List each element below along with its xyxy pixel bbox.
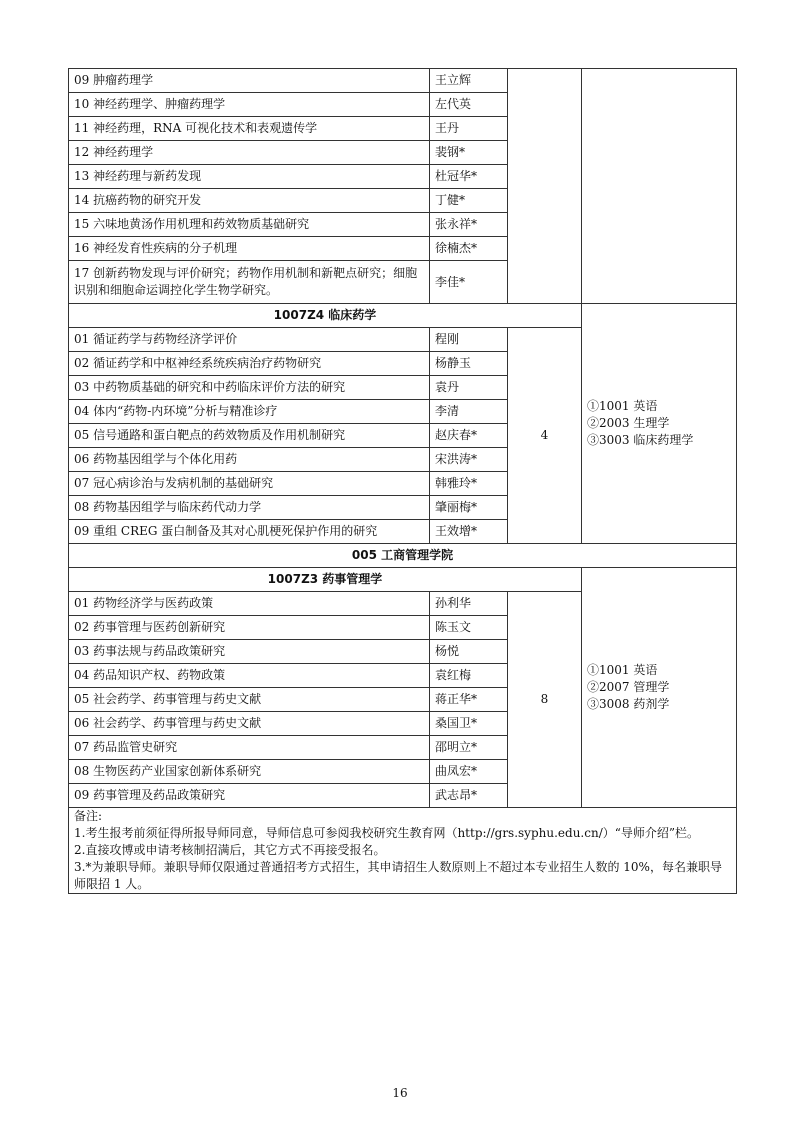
notes-row [69,808,737,894]
direction-cell: 05 社会药学、药事管理与药史文献 [69,688,430,712]
exam-subjects-cell [582,568,737,808]
advisor-cell: 李清 [430,400,508,424]
quota-cell: 8 [508,592,582,808]
advisor-cell: 左代英 [430,93,508,117]
note-item: 3.*为兼职导师。兼职导师仅限通过普通招考方式招生，其申请招生人数原则上不超过本专业招生人数的 10%，每名兼职导师限招 1 人。 [74,860,722,891]
advisor-cell: 桑国卫* [430,712,508,736]
major-title-row [69,568,737,592]
advisor-cell: 王效增* [430,520,508,544]
notes-cell [69,808,737,894]
enrollment-table [68,68,737,894]
direction-cell: 09 肿瘤药理学 [69,69,430,93]
advisor-cell: 陈玉文 [430,616,508,640]
page-number: 16 [392,1086,408,1100]
direction-cell: 07 药品监管史研究 [69,736,430,760]
advisor-cell: 肇丽梅* [430,496,508,520]
exam-subject: ③3008 药剂学 [587,697,670,711]
advisor-cell: 张永祥* [430,213,508,237]
exam-subject: ①1001 英语 [587,399,658,413]
direction-cell: 17 创新药物发现与评价研究；药物作用机制和新靶点研究；细胞识别和细胞命运调控化学生物学研究。 [69,261,430,304]
advisor-cell: 王丹 [430,117,508,141]
major-title: 1007Z3 药事管理学 [69,568,582,592]
advisor-cell: 王立辉 [430,69,508,93]
advisor-cell: 杜冠华* [430,165,508,189]
exam-subject: ③3003 临床药理学 [587,433,694,447]
direction-cell: 10 神经药理学、肿瘤药理学 [69,93,430,117]
exam-subject: ①1001 英语 [587,663,658,677]
direction-cell: 14 抗癌药物的研究开发 [69,189,430,213]
direction-cell: 04 药品知识产权、药物政策 [69,664,430,688]
quota-cell [508,69,582,304]
major-title-row [69,304,737,328]
advisor-cell: 李佳* [430,261,508,304]
direction-cell: 09 药事管理及药品政策研究 [69,784,430,808]
direction-cell: 08 生物医药产业国家创新体系研究 [69,760,430,784]
table-row [69,69,737,93]
direction-cell: 06 社会药学、药事管理与药史文献 [69,712,430,736]
advisor-cell: 袁红梅 [430,664,508,688]
direction-cell: 02 循证药学和中枢神经系统疾病治疗药物研究 [69,352,430,376]
direction-cell: 16 神经发育性疾病的分子机理 [69,237,430,261]
advisor-cell: 丁健* [430,189,508,213]
advisor-cell: 武志昂* [430,784,508,808]
exam-subjects-cell [582,304,737,544]
exam-subject: ②2007 管理学 [587,680,670,694]
advisor-cell: 邵明立* [430,736,508,760]
direction-cell: 03 中药物质基础的研究和中药临床评价方法的研究 [69,376,430,400]
advisor-cell: 蒋正华* [430,688,508,712]
note-item: 1.考生报考前须征得所报导师同意，导师信息可参阅我校研究生教育网（http://grs.syphu.edu.cn/）“导师介绍”栏。 [74,826,700,840]
direction-cell: 08 药物基因组学与临床药代动力学 [69,496,430,520]
direction-cell: 11 神经药理，RNA 可视化技术和表观遗传学 [69,117,430,141]
advisor-cell: 宋洪涛* [430,448,508,472]
advisor-cell: 杨静玉 [430,352,508,376]
advisor-cell: 赵庆春* [430,424,508,448]
notes-heading: 备注: [74,809,103,823]
quota-cell: 4 [508,328,582,544]
advisor-cell: 杨悦 [430,640,508,664]
direction-cell: 01 循证药学与药物经济学评价 [69,328,430,352]
direction-cell: 03 药事法规与药品政策研究 [69,640,430,664]
school-title-row [69,544,737,568]
direction-cell: 07 冠心病诊治与发病机制的基础研究 [69,472,430,496]
school-title: 005 工商管理学院 [69,544,737,568]
advisor-cell: 程刚 [430,328,508,352]
advisor-cell: 韩雅玲* [430,472,508,496]
advisor-cell: 曲凤宏* [430,760,508,784]
direction-cell: 05 信号通路和蛋白靶点的药效物质及作用机制研究 [69,424,430,448]
advisor-cell: 袁丹 [430,376,508,400]
note-item: 2.直接攻博或申请考核制招满后，其它方式不再接受报名。 [74,843,386,857]
direction-cell: 04 体内“药物-内环境”分析与精准诊疗 [69,400,430,424]
direction-cell: 12 神经药理学 [69,141,430,165]
advisor-cell: 裴钢* [430,141,508,165]
direction-cell: 02 药事管理与医药创新研究 [69,616,430,640]
direction-cell: 15 六味地黄汤作用机理和药效物质基础研究 [69,213,430,237]
direction-cell: 09 重组 CREG 蛋白制备及其对心肌梗死保护作用的研究 [69,520,430,544]
exam-subjects-cell [582,69,737,304]
major-title: 1007Z4 临床药学 [69,304,582,328]
exam-subject: ②2003 生理学 [587,416,670,430]
direction-cell: 01 药物经济学与医药政策 [69,592,430,616]
direction-cell: 13 神经药理与新药发现 [69,165,430,189]
advisor-cell: 徐楠杰* [430,237,508,261]
direction-cell: 06 药物基因组学与个体化用药 [69,448,430,472]
advisor-cell: 孙利华 [430,592,508,616]
